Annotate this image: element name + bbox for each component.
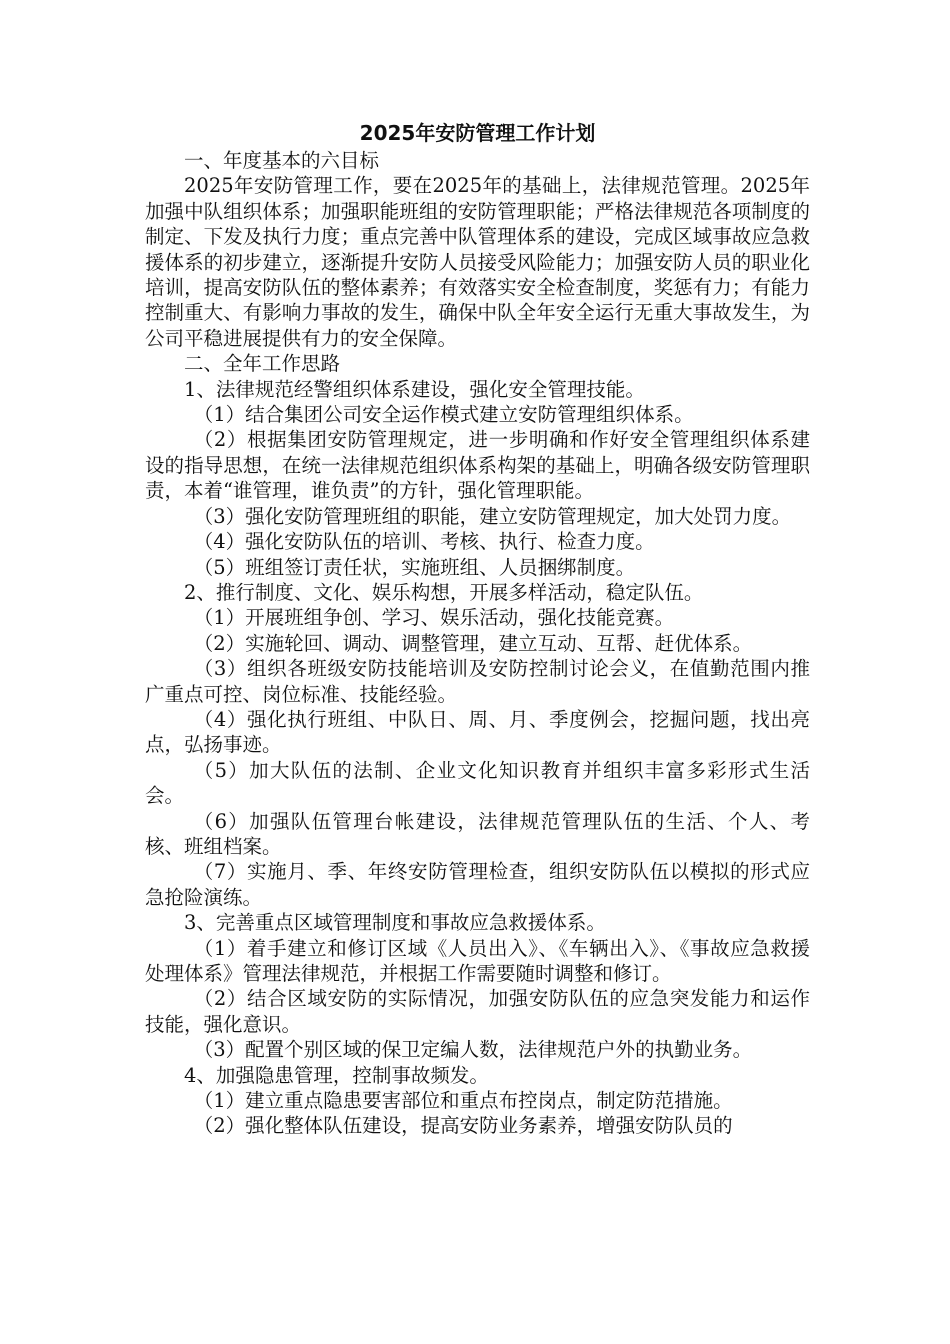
- paragraph: 2、推行制度、文化、娱乐构想，开展多样活动，稳定队伍。: [184, 580, 704, 604]
- paragraph: （3）强化安防管理班组的职能，建立安防管理规定，加大处罚力度。: [193, 504, 792, 528]
- document-body: [145, 120, 810, 1139]
- paragraph: （2）实施轮回、调动、调整管理，建立互动、互帮、赶优体系。: [193, 631, 753, 655]
- paragraph: （1）开展班组争创、学习、娱乐活动，强化技能竞赛。: [193, 606, 675, 630]
- paragraph: 一、年度基本的六目标: [184, 149, 380, 172]
- paragraph: （2）强化整体队伍建设，提高安防业务素养，增强安防队员的: [193, 1114, 733, 1138]
- paragraph: 二、全年工作思路: [184, 352, 341, 376]
- paragraph: （3）组织各班级安防技能培训及安防控制讨论会义，在值勤范围内推广重点可控、岗位标准、技能经验。: [145, 657, 810, 706]
- paragraph-list: [145, 148, 810, 1139]
- paragraph: （7）实施月、季、年终安防管理检查，组织安防队伍以模拟的形式应急抢险演练。: [145, 860, 810, 909]
- paragraph: 3、完善重点区域管理制度和事故应急救援体系。: [184, 911, 606, 935]
- paragraph: （3）配置个别区域的保卫定编人数，法律规范户外的执勤业务。: [193, 1038, 753, 1062]
- paragraph: （2）根据集团安防管理规定，进一步明确和作好安全管理组织体系建设的指导思想，在统一法律规范组织体系构架的基础上，明确各级安防管理职责，本着“谁管理，谁负责”的方针，强化管理职能。: [145, 428, 810, 503]
- paragraph: 2025年安防管理工作，要在2025年的基础上，法律规范管理。2025年加强中队组织体系；加强职能班组的安防管理职能；严格法律规范各项制度的制定、下发及执行力度；重点完善中队管理体系的建设，完成区域事故应急救援体系的初步建立，逐渐提升安防人员接受风险能力；加强安防人员的职业化培训，提高安防队伍的整体素养；有效落实安全检查制度，奖惩有力；有能力控制重大、有影响力事故的发生，确保中队全年安全运行无重大事故发生，为公司平稳进展提供有力的安全保障。: [145, 174, 810, 350]
- paragraph: （1）建立重点隐患要害部位和重点布控岗点，制定防范措施。: [193, 1089, 733, 1113]
- paragraph: （2）结合区域安防的实际情况，加强安防队伍的应急突发能力和运作技能，强化意识。: [145, 987, 810, 1036]
- paragraph: （6）加强队伍管理台帐建设，法律规范管理队伍的生活、个人、考核、班组档案。: [145, 809, 810, 858]
- paragraph: （4）强化安防队伍的培训、考核、执行、检查力度。: [193, 530, 655, 554]
- paragraph: （1）结合集团公司安全运作模式建立安防管理组织体系。: [193, 403, 694, 427]
- paragraph: （4）强化执行班组、中队日、周、月、季度例会，挖掘问题，找出亮点，弘扬事迹。: [145, 707, 810, 757]
- paragraph: （1）着手建立和修订区域《人员出入》、《车辆出入》、《事故应急救援处理体系》管理法律规范，并根据工作需要随时调整和修订。: [145, 936, 810, 985]
- paragraph: 1、法律规范经警组织体系建设，强化安全管理技能。: [184, 377, 645, 401]
- paragraph: （5）班组签订责任状，实施班组、人员捆绑制度。: [193, 555, 636, 579]
- paragraph: （5）加大队伍的法制、企业文化知识教育并组织丰富多彩形式生活会。: [145, 758, 810, 808]
- document-title: 2025年安防管理工作计划: [359, 121, 596, 145]
- paragraph: 4、加强隐患管理，控制事故频发。: [184, 1063, 489, 1087]
